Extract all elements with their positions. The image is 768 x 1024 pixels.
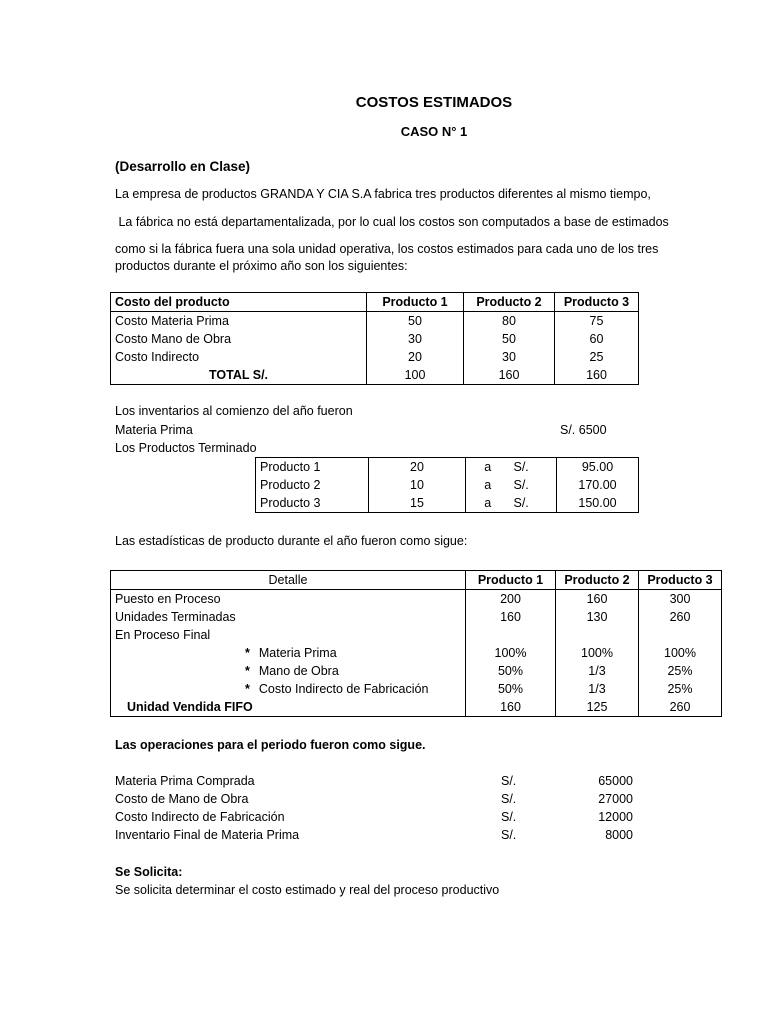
table-row bbox=[111, 312, 639, 331]
row-label: Costo Mano de Obra bbox=[111, 330, 367, 348]
cell-value: 25% bbox=[639, 680, 722, 698]
inventory-currency: S/. bbox=[510, 476, 557, 494]
materia-prima-label: Materia Prima bbox=[115, 423, 193, 437]
table-row bbox=[256, 494, 639, 513]
cost-header-label: Costo del producto bbox=[111, 293, 367, 312]
row-label: Puesto en Proceso bbox=[111, 590, 466, 609]
inventory-price: 170.00 bbox=[557, 476, 639, 494]
table-row bbox=[111, 330, 639, 348]
stats-header-detalle: Detalle bbox=[111, 571, 466, 590]
cell-value: 20 bbox=[367, 348, 464, 366]
table-row bbox=[256, 458, 639, 477]
total-row bbox=[111, 366, 639, 385]
inventory-qty: 15 bbox=[369, 494, 466, 513]
operation-label: Costo Indirecto de Fabricación bbox=[115, 810, 285, 824]
operation-value: 65000 bbox=[598, 774, 633, 788]
table-row bbox=[256, 476, 639, 494]
table-row bbox=[111, 590, 722, 609]
row-label: Unidades Terminadas bbox=[111, 608, 466, 626]
stats-header-p3: Producto 3 bbox=[639, 571, 722, 590]
cell-value: 260 bbox=[639, 698, 722, 717]
cell-value: 300 bbox=[639, 590, 722, 609]
operations-title: Las operaciones para el periodo fueron como sigue. bbox=[115, 738, 426, 752]
inventory-currency: S/. bbox=[510, 458, 557, 477]
operation-currency: S/. bbox=[501, 828, 517, 842]
section-heading: (Desarrollo en Clase) bbox=[115, 159, 251, 174]
cell-value: 80 bbox=[464, 312, 555, 331]
stats-intro: Las estadísticas de producto durante el año fueron como sigue: bbox=[115, 534, 468, 548]
sub-row-label bbox=[111, 662, 466, 680]
inventory-table bbox=[255, 457, 639, 513]
table-row bbox=[111, 662, 722, 680]
inventories-intro: Los inventarios al comienzo del año fueron bbox=[115, 404, 353, 418]
cost-header-p3: Producto 3 bbox=[555, 293, 639, 312]
cell-value bbox=[639, 626, 722, 644]
cell-value: 60 bbox=[555, 330, 639, 348]
sub-row-label bbox=[111, 680, 466, 698]
inventory-product: Producto 2 bbox=[256, 476, 369, 494]
sub-label: Materia Prima bbox=[258, 646, 337, 660]
cell-value: 100% bbox=[556, 644, 639, 662]
operation-currency: S/. bbox=[501, 774, 517, 788]
cell-value: 50% bbox=[466, 680, 556, 698]
cell-value bbox=[556, 626, 639, 644]
request-text: Se solicita determinar el costo estimado y real del proceso productivo bbox=[115, 883, 500, 897]
request-title: Se Solicita: bbox=[115, 865, 183, 879]
stats-table bbox=[110, 570, 722, 717]
sub-label: Costo Indirecto de Fabricación bbox=[258, 682, 429, 696]
operation-label: Inventario Final de Materia Prima bbox=[115, 828, 300, 842]
cell-value: 75 bbox=[555, 312, 639, 331]
cell-value: 100% bbox=[466, 644, 556, 662]
cell-value: 50 bbox=[367, 312, 464, 331]
case-number: CASO N° 1 bbox=[400, 124, 468, 139]
operation-label: Costo de Mano de Obra bbox=[115, 792, 249, 806]
table-row bbox=[111, 680, 722, 698]
cell-value: 100% bbox=[639, 644, 722, 662]
total-p1: 100 bbox=[367, 366, 464, 385]
operation-value: 8000 bbox=[605, 828, 633, 842]
cost-header-p2: Producto 2 bbox=[464, 293, 555, 312]
operation-label: Materia Prima Comprada bbox=[115, 774, 255, 788]
fifo-row bbox=[111, 698, 722, 717]
cell-value: 25 bbox=[555, 348, 639, 366]
inventory-a: a bbox=[466, 458, 510, 477]
cell-value: 50 bbox=[464, 330, 555, 348]
inventory-qty: 10 bbox=[369, 476, 466, 494]
stats-header-p2: Producto 2 bbox=[556, 571, 639, 590]
cell-value: 1/3 bbox=[556, 680, 639, 698]
asterisk: * bbox=[245, 664, 250, 678]
inventory-product: Producto 3 bbox=[256, 494, 369, 513]
total-p3: 160 bbox=[555, 366, 639, 385]
cell-value: 160 bbox=[466, 698, 556, 717]
inventory-a: a bbox=[484, 478, 492, 492]
intro-line-4: productos durante el próximo año son los siguientes: bbox=[115, 259, 408, 273]
cell-value: 25% bbox=[639, 662, 722, 680]
cost-table bbox=[110, 292, 639, 385]
row-label: Costo Indirecto bbox=[111, 348, 367, 366]
page-title: COSTOS ESTIMADOS bbox=[355, 94, 513, 111]
cell-value: 160 bbox=[466, 608, 556, 626]
intro-line-1: La empresa de productos GRANDA Y CIA S.A fabrica tres productos diferentes al mismo tiempo, bbox=[115, 187, 651, 201]
table-row bbox=[111, 644, 722, 662]
table-row bbox=[111, 608, 722, 626]
total-label: TOTAL S/. bbox=[111, 366, 367, 385]
fifo-label: Unidad Vendida FIFO bbox=[111, 698, 466, 717]
table-header bbox=[111, 571, 722, 590]
cell-value: 30 bbox=[464, 348, 555, 366]
cell-value bbox=[466, 626, 556, 644]
row-label: Costo Materia Prima bbox=[111, 312, 367, 331]
total-p2: 160 bbox=[464, 366, 555, 385]
operation-value: 12000 bbox=[598, 810, 633, 824]
cell-value: 30 bbox=[367, 330, 464, 348]
inventory-currency: S/. bbox=[510, 494, 557, 513]
cell-value: 50% bbox=[466, 662, 556, 680]
intro-line-2: La fábrica no está departamentalizada, por lo cual los costos son computados a base de estimados bbox=[115, 215, 669, 229]
asterisk: * bbox=[245, 646, 250, 660]
inventory-price: 150.00 bbox=[557, 494, 639, 513]
cell-value: 1/3 bbox=[556, 662, 639, 680]
cell-value: 260 bbox=[639, 608, 722, 626]
inventory-product: Producto 1 bbox=[256, 458, 369, 477]
intro-line-3: como si la fábrica fuera una sola unidad operativa, los costos estimados para cada uno de los tres bbox=[115, 242, 659, 256]
sub-label: Mano de Obra bbox=[258, 664, 339, 678]
cell-value: 125 bbox=[556, 698, 639, 717]
cell-value: 160 bbox=[556, 590, 639, 609]
materia-prima-value: S/. 6500 bbox=[560, 423, 607, 437]
cost-header-p1: Producto 1 bbox=[367, 293, 464, 312]
operation-currency: S/. bbox=[501, 792, 517, 806]
inventory-qty: 20 bbox=[369, 458, 466, 477]
sub-row-label bbox=[111, 644, 466, 662]
productos-terminados-label: Los Productos Terminado bbox=[115, 441, 257, 455]
stats-header-p1: Producto 1 bbox=[466, 571, 556, 590]
operation-currency: S/. bbox=[501, 810, 517, 824]
inventory-a: a bbox=[466, 494, 510, 513]
cell-value: 130 bbox=[556, 608, 639, 626]
row-label: En Proceso Final bbox=[111, 626, 466, 644]
table-row bbox=[111, 626, 722, 644]
inventory-price: 95.00 bbox=[557, 458, 639, 477]
operation-value: 27000 bbox=[598, 792, 633, 806]
asterisk: * bbox=[245, 682, 250, 696]
cell-value: 200 bbox=[466, 590, 556, 609]
table-row bbox=[111, 348, 639, 366]
